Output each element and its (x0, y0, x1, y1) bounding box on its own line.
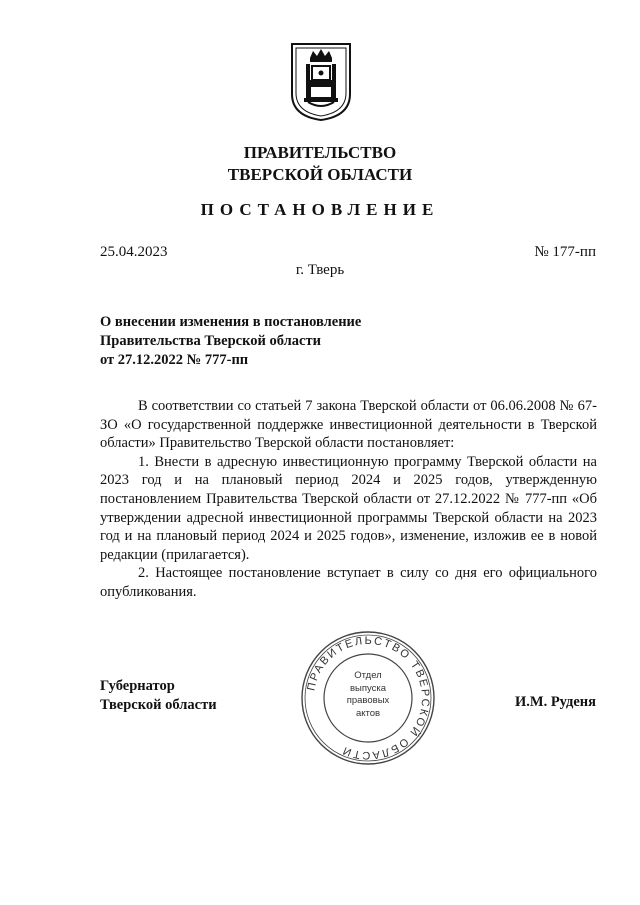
document-subject (100, 313, 361, 370)
stamp-center-line-3: правовых (346, 695, 390, 706)
signatory-title (100, 677, 217, 715)
stamp-center-line-1: Отдел (354, 670, 382, 681)
document-body (100, 397, 597, 602)
subject-line-2: Правительства Тверской области (100, 333, 321, 349)
document-city: г. Тверь (295, 262, 345, 278)
stamp-center-text (338, 670, 398, 720)
signatory-name: И.М. Руденя (514, 694, 596, 710)
government-title (0, 142, 640, 186)
body-item-1: 1. Внести в адресную инвестиционную программу Тверской области на 2023 год и на плановый период 2024 и 2025 годов, утвержденную постановлением Правительства Тверской области от 27.12.2022 № 777-пп «Об утверждении адресной инвестиционной программы Тверской области на 2023 год и на плановый период 2024 и 2025 годов», изменение, изложив ее в новой редакции (прилагается). (100, 453, 597, 563)
signatory-title-line-1: Губернатор (100, 678, 175, 694)
government-line-2: ТВЕРСКОЙ ОБЛАСТИ (227, 165, 413, 184)
document-number: № 177-пп (534, 244, 596, 260)
document-date: 25.04.2023 (100, 244, 168, 260)
stamp-center-line-4: актов (355, 707, 381, 719)
tver-coat-of-arms-icon (290, 42, 352, 122)
subject-line-1: О внесении изменения в постановление (100, 314, 362, 330)
subject-line-3: от 27.12.2022 № 777-пп (100, 352, 249, 368)
stamp-ring-text: ПРАВИТЕЛЬСТВО ТВЕРСКОЙ ОБЛАСТИ (305, 634, 432, 762)
stamp-center-line-2: выпуска (349, 682, 387, 694)
body-preamble: В соответствии со статьей 7 закона Тверской области от 06.06.2008 № 67-ЗО «О государственной поддержке инвестиционной деятельности в Тверской области» Правительство Тверской области постановляет: (100, 398, 597, 452)
signatory-title-line-2: Тверской области (100, 697, 217, 713)
body-item-2: 2. Настоящее постановление вступает в силу со дня его официального опубликования. (100, 565, 597, 600)
government-line-1: ПРАВИТЕЛЬСТВО (243, 143, 397, 162)
document-type: ПОСТАНОВЛЕНИЕ (200, 200, 440, 219)
